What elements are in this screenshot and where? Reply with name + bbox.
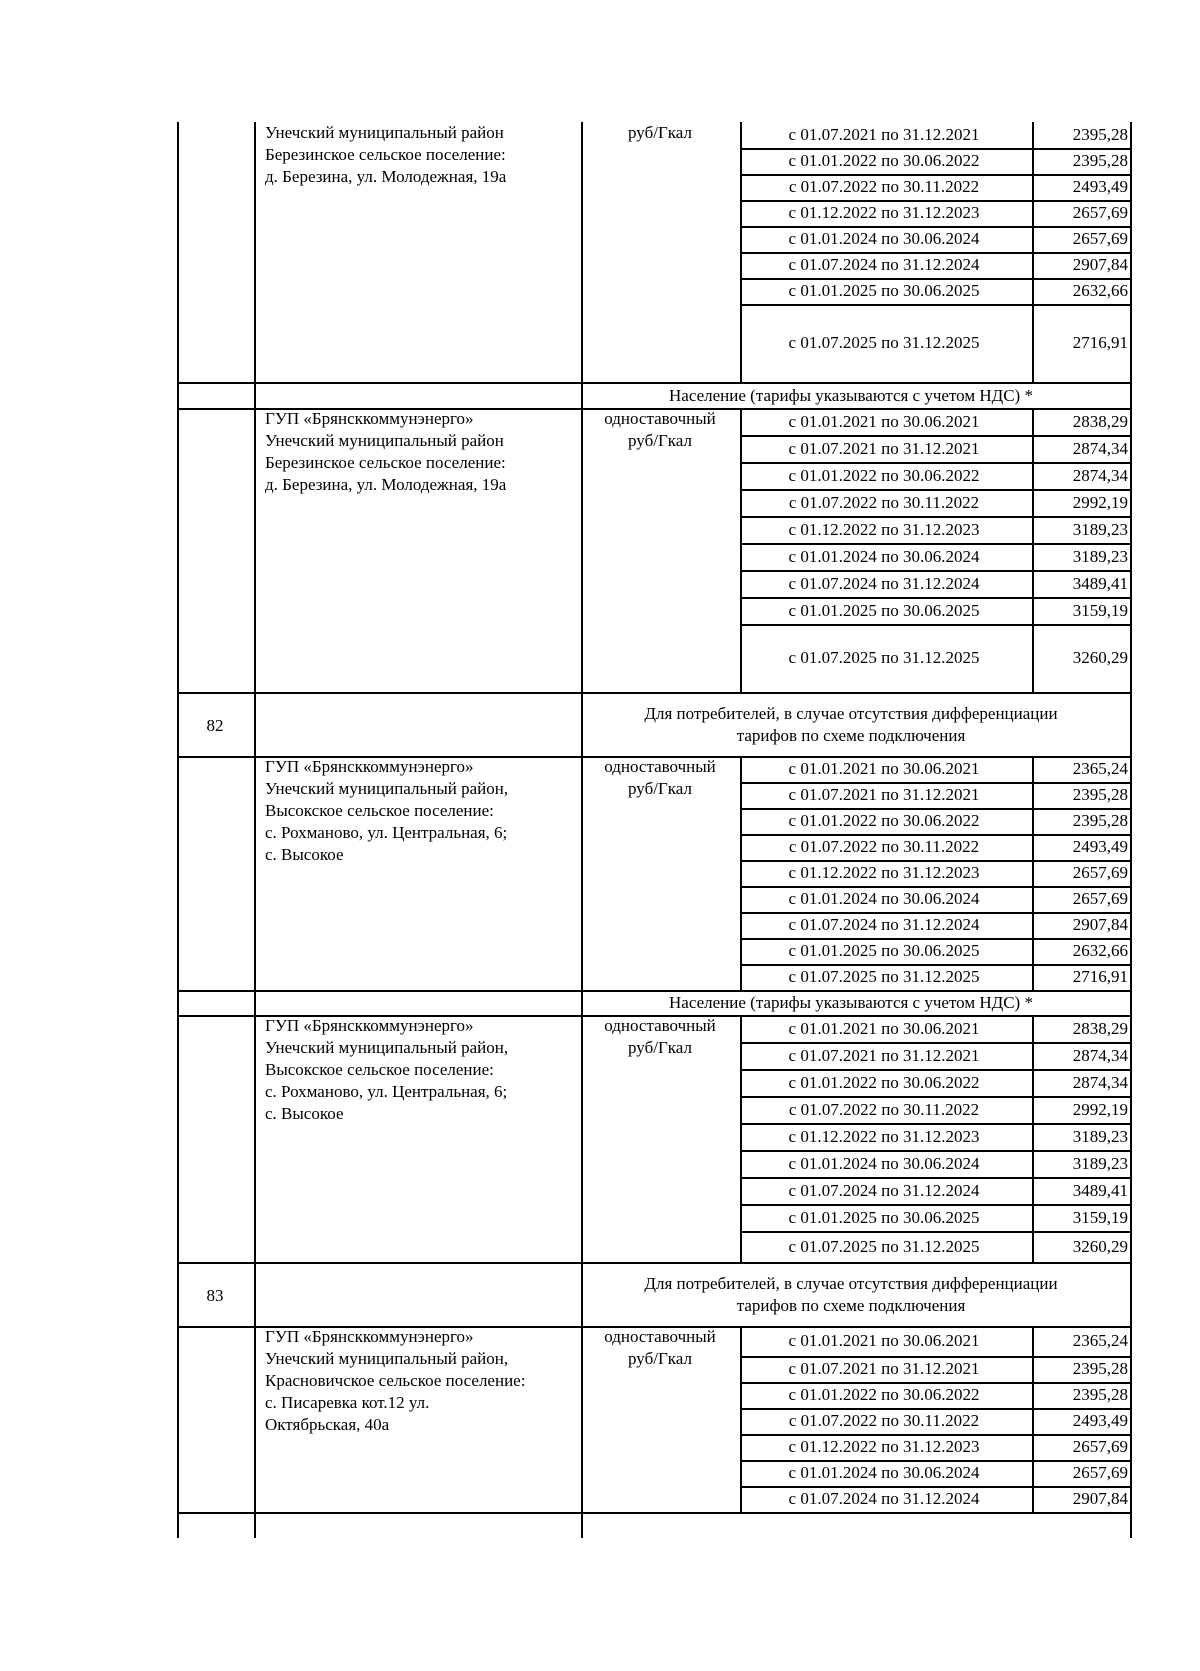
tariff-period: с 01.07.2025 по 31.12.2025 <box>788 967 980 986</box>
tariff-value: 2395,28 <box>1072 1385 1128 1404</box>
tariff-period: с 01.07.2021 по 31.12.2021 <box>788 1045 980 1065</box>
tariff-value: 2365,24 <box>1072 759 1128 778</box>
tariff-value: 2493,49 <box>1072 837 1128 856</box>
table-row-border <box>740 1460 1130 1462</box>
tariff-value: 2395,28 <box>1072 785 1128 804</box>
table-row-border <box>177 382 1130 384</box>
tariff-period: с 01.07.2022 по 30.11.2022 <box>788 1411 980 1430</box>
table-row-border <box>740 912 1130 914</box>
tariff-unit: руб/Гкал <box>628 779 692 798</box>
table-row-border <box>740 462 1130 464</box>
tariff-period: с 01.07.2024 по 31.12.2024 <box>788 915 980 934</box>
tariff-period: с 01.01.2021 по 30.06.2021 <box>788 759 980 778</box>
tariff-value: 2838,29 <box>1072 411 1128 431</box>
tariff-value: 3189,23 <box>1072 1126 1128 1146</box>
tariff-value: 2657,69 <box>1072 1437 1128 1456</box>
tariff-period: с 01.12.2022 по 31.12.2023 <box>788 1126 980 1146</box>
tariff-value: 3159,19 <box>1072 600 1128 620</box>
org-address-line: Унечский муниципальный район, <box>265 779 509 798</box>
table-row-border <box>177 692 1130 694</box>
table-row-border <box>740 543 1130 545</box>
tariff-value: 2395,28 <box>1072 811 1128 830</box>
table-row-border <box>740 1096 1130 1098</box>
table-row-border <box>740 1177 1130 1179</box>
table-row-border <box>740 624 1130 626</box>
org-address-line: Высокское сельское поселение: <box>265 1060 494 1079</box>
org-address-line: с. Писаревка кот.12 ул. <box>265 1393 430 1412</box>
tariff-value: 2874,34 <box>1072 1072 1128 1092</box>
tariff-value: 2657,69 <box>1072 229 1128 248</box>
tariff-period: с 01.12.2022 по 31.12.2023 <box>788 1437 980 1456</box>
table-row-border <box>740 1231 1130 1233</box>
table-row-border <box>740 1382 1130 1384</box>
tariff-period: с 01.07.2025 по 31.12.2025 <box>788 333 980 352</box>
table-row-border <box>740 570 1130 572</box>
tariff-period: с 01.07.2022 по 30.11.2022 <box>788 837 980 856</box>
table-row-border <box>740 1069 1130 1071</box>
table-row-border <box>740 886 1130 888</box>
tariff-value: 3260,29 <box>1072 648 1128 667</box>
tariff-value: 2657,69 <box>1072 1463 1128 1482</box>
tariff-period: с 01.01.2021 по 30.06.2021 <box>788 1018 980 1038</box>
table-row-border <box>740 435 1130 437</box>
org-address-line: ГУП «Брянсккоммунэнерго» <box>265 1327 474 1346</box>
table-row-border <box>740 174 1130 176</box>
tariff-unit: руб/Гкал <box>628 123 692 142</box>
org-address-line: ГУП «Брянсккоммунэнерго» <box>265 409 474 428</box>
row-number: 83 <box>206 1286 224 1305</box>
table-row-border <box>740 938 1130 940</box>
section-header-population: Население (тарифы указываются с учетом НДС) * <box>669 993 1033 1012</box>
tariff-value: 2874,34 <box>1072 465 1128 485</box>
tariff-period: с 01.01.2025 по 30.06.2025 <box>788 600 980 620</box>
section-header-consumers: тарифов по схеме подключения <box>736 1296 966 1315</box>
tariff-value: 3489,41 <box>1072 1180 1128 1200</box>
tariff-value: 2992,19 <box>1072 492 1128 512</box>
tariff-type: одноставочный <box>604 1016 716 1035</box>
tariff-period: с 01.07.2024 по 31.12.2024 <box>788 255 980 274</box>
tariff-type: одноставочный <box>604 1327 716 1346</box>
tariff-period: с 01.01.2024 по 30.06.2024 <box>788 229 980 248</box>
section-header-consumers: тарифов по схеме подключения <box>736 726 966 745</box>
section-header-population: Население (тарифы указываются с учетом НДС) * <box>669 386 1033 405</box>
table-row-border <box>177 1262 1130 1264</box>
org-address-line: с. Рохманово, ул. Центральная, 6; <box>265 1082 508 1101</box>
tariff-unit: руб/Гкал <box>628 431 692 450</box>
table-row-border <box>740 200 1130 202</box>
tariff-period: с 01.01.2025 по 30.06.2025 <box>788 941 980 960</box>
tariff-period: с 01.07.2024 по 31.12.2024 <box>788 1489 980 1508</box>
tariff-period: с 01.01.2022 по 30.06.2022 <box>788 465 980 485</box>
table-row-border <box>740 1150 1130 1152</box>
tariff-value: 2632,66 <box>1072 941 1128 960</box>
org-address-line: Красновичское сельское поселение: <box>265 1371 526 1390</box>
table-row-border <box>740 1042 1130 1044</box>
table-row-border <box>740 782 1130 784</box>
tariff-period: с 01.07.2021 по 31.12.2021 <box>788 1359 980 1378</box>
tariff-value: 2716,91 <box>1072 967 1128 986</box>
tariff-value: 2874,34 <box>1072 1045 1128 1065</box>
tariff-value: 3489,41 <box>1072 573 1128 593</box>
tariff-value: 3159,19 <box>1072 1207 1128 1227</box>
tariff-value: 2838,29 <box>1072 1018 1128 1038</box>
tariff-value: 2395,28 <box>1072 151 1128 170</box>
table-row-border <box>740 278 1130 280</box>
tariff-unit: руб/Гкал <box>628 1349 692 1368</box>
tariff-value: 2657,69 <box>1072 203 1128 222</box>
tariff-period: с 01.07.2022 по 30.11.2022 <box>788 177 980 196</box>
tariff-value: 2716,91 <box>1072 333 1128 352</box>
tariff-value: 3260,29 <box>1072 1236 1128 1256</box>
tariff-value: 2493,49 <box>1072 1411 1128 1430</box>
org-address-line: с. Рохманово, ул. Центральная, 6; <box>265 823 508 842</box>
tariff-period: с 01.01.2025 по 30.06.2025 <box>788 1207 980 1227</box>
table-row-border <box>740 1356 1130 1358</box>
tariff-value: 3189,23 <box>1072 1153 1128 1173</box>
org-address-line: Березинское сельское поселение: <box>265 145 506 164</box>
table-row-border <box>740 808 1130 810</box>
table-row-border <box>740 860 1130 862</box>
tariff-period: с 01.01.2022 по 30.06.2022 <box>788 151 980 170</box>
tariff-period: с 01.07.2021 по 31.12.2021 <box>788 125 980 144</box>
tariff-value: 2907,84 <box>1072 915 1128 934</box>
table-row-border <box>740 964 1130 966</box>
table-right-border <box>1130 122 1132 1538</box>
tariff-value: 2395,28 <box>1072 1359 1128 1378</box>
table-row-border <box>740 1486 1130 1488</box>
tariff-period: с 01.01.2022 по 30.06.2022 <box>788 1385 980 1404</box>
table-row-border <box>740 226 1130 228</box>
tariff-period: с 01.01.2022 по 30.06.2022 <box>788 811 980 830</box>
table-row-border <box>740 597 1130 599</box>
tariff-value: 2395,28 <box>1072 125 1128 144</box>
org-address-line: д. Березина, ул. Молодежная, 19а <box>265 167 507 186</box>
org-address-line: ГУП «Брянсккоммунэнерго» <box>265 1016 474 1035</box>
org-address-line: Унечский муниципальный район, <box>265 1038 509 1057</box>
org-address-line: с. Высокое <box>265 1104 344 1123</box>
tariff-value: 2907,84 <box>1072 255 1128 274</box>
org-address-line: с. Высокое <box>265 845 344 864</box>
section-header-consumers: Для потребителей, в случае отсутствия дифференциации <box>644 704 1058 723</box>
table-row-border <box>740 1123 1130 1125</box>
table-bottom-border <box>177 1512 1130 1514</box>
org-address-line: Березинское сельское поселение: <box>265 453 506 472</box>
tariff-value: 2632,66 <box>1072 281 1128 300</box>
tariff-period: с 01.01.2022 по 30.06.2022 <box>788 1072 980 1092</box>
tariff-type: одноставочный <box>604 409 716 428</box>
table-row-border <box>740 516 1130 518</box>
table-row-border <box>740 148 1130 150</box>
tariff-period: с 01.01.2024 по 30.06.2024 <box>788 1463 980 1482</box>
tariff-value: 3189,23 <box>1072 519 1128 539</box>
tariff-period: с 01.01.2021 по 30.06.2021 <box>788 1331 980 1350</box>
tariff-period: с 01.07.2021 по 31.12.2021 <box>788 785 980 804</box>
tariff-period: с 01.07.2022 по 30.11.2022 <box>788 492 980 512</box>
org-address-line: д. Березина, ул. Молодежная, 19а <box>265 475 507 494</box>
org-address-line: ГУП «Брянсккоммунэнерго» <box>265 757 474 776</box>
section-header-consumers: Для потребителей, в случае отсутствия дифференциации <box>644 1274 1058 1293</box>
table-row-border <box>740 1434 1130 1436</box>
tariff-period: с 01.07.2022 по 30.11.2022 <box>788 1099 980 1119</box>
tariff-period: с 01.07.2024 по 31.12.2024 <box>788 573 980 593</box>
tariff-period: с 01.12.2022 по 31.12.2023 <box>788 863 980 882</box>
row-number: 82 <box>206 716 224 735</box>
table-row-border <box>740 252 1130 254</box>
tariff-value: 2657,69 <box>1072 889 1128 908</box>
tariff-value: 2657,69 <box>1072 863 1128 882</box>
table-row-border <box>740 304 1130 306</box>
tariff-period: с 01.01.2025 по 30.06.2025 <box>788 281 980 300</box>
tariff-value: 3189,23 <box>1072 546 1128 566</box>
tariff-period: с 01.12.2022 по 31.12.2023 <box>788 203 980 222</box>
org-address-line: Октябрьская, 40а <box>265 1415 390 1434</box>
org-address-line: Унечский муниципальный район, <box>265 1349 509 1368</box>
table-row-border <box>740 834 1130 836</box>
tariff-period: с 01.07.2025 по 31.12.2025 <box>788 648 980 667</box>
tariff-type: одноставочный <box>604 757 716 776</box>
table-row-border <box>177 990 1130 992</box>
tariff-period: с 01.07.2024 по 31.12.2024 <box>788 1180 980 1200</box>
tariff-value: 2874,34 <box>1072 438 1128 458</box>
table-row-border <box>740 489 1130 491</box>
tariff-value: 2992,19 <box>1072 1099 1128 1119</box>
tariff-period: с 01.01.2024 по 30.06.2024 <box>788 546 980 566</box>
tariff-period: с 01.07.2021 по 31.12.2021 <box>788 438 980 458</box>
org-address-line: Унечский муниципальный район <box>265 431 504 450</box>
tariff-value: 2907,84 <box>1072 1489 1128 1508</box>
table-row-border <box>740 1204 1130 1206</box>
tariff-period: с 01.01.2024 по 30.06.2024 <box>788 889 980 908</box>
tariff-value: 2365,24 <box>1072 1331 1128 1350</box>
org-address-line: Высокское сельское поселение: <box>265 801 494 820</box>
tariff-period: с 01.07.2025 по 31.12.2025 <box>788 1236 980 1256</box>
tariff-value: 2493,49 <box>1072 177 1128 196</box>
tariff-period: с 01.01.2021 по 30.06.2021 <box>788 411 980 431</box>
tariff-period: с 01.01.2024 по 30.06.2024 <box>788 1153 980 1173</box>
table-row-border <box>740 1408 1130 1410</box>
org-address-line: Унечский муниципальный район <box>265 123 504 142</box>
tariff-period: с 01.12.2022 по 31.12.2023 <box>788 519 980 539</box>
tariff-unit: руб/Гкал <box>628 1038 692 1057</box>
